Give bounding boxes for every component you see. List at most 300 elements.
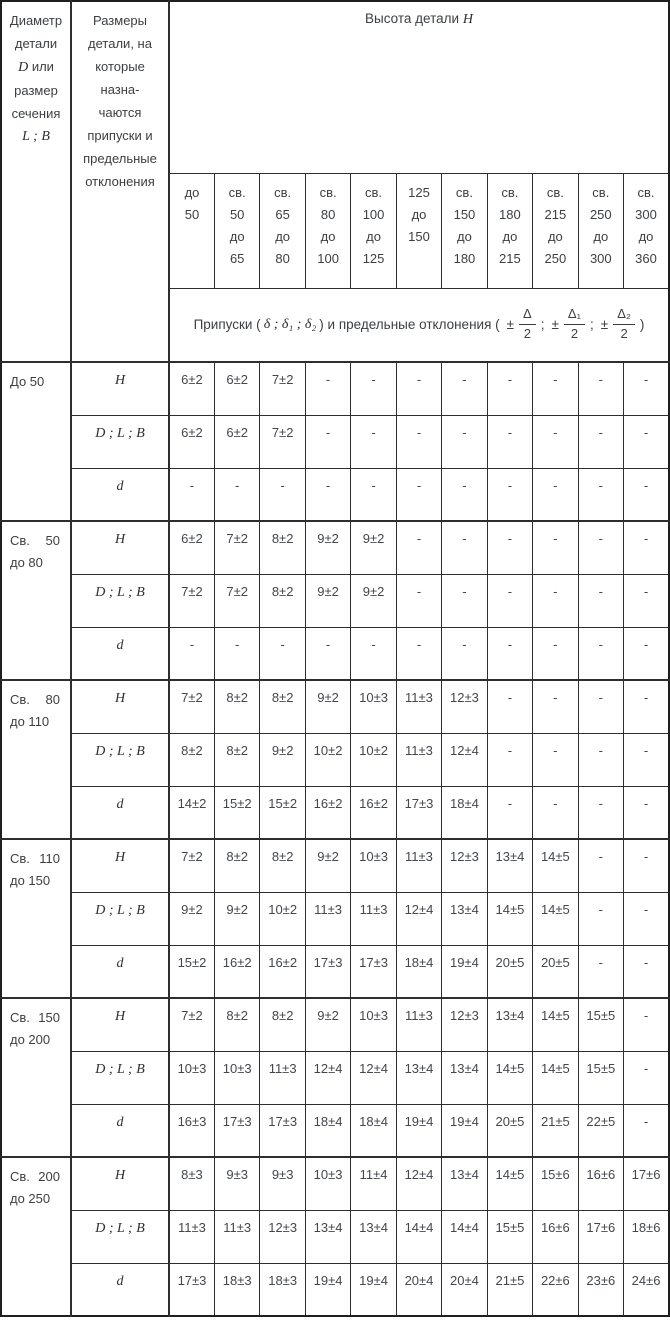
height-range-line: до [593,228,609,244]
value-cell: 12±4 [396,892,441,945]
value-cell: 9±2 [305,521,350,574]
value-cell: 22±5 [578,1104,623,1157]
height-header-text: Высота детали [365,11,460,26]
value-cell: 18±4 [442,786,487,839]
height-range-line: до [502,228,518,244]
value-cell: 8±2 [214,733,259,786]
value-cell: - [487,521,532,574]
diameter-header-line: Диаметр [9,13,63,28]
value-cell: 9±2 [305,839,350,892]
dimension-row-label: D ; L ; B [71,1210,169,1263]
height-range-header [351,173,396,288]
value-cell: - [169,468,214,521]
dimension-row-label: D ; L ; B [71,415,169,468]
height-range-line: до [275,228,291,244]
dimension-row-label: d [71,627,169,680]
value-cell: 9±2 [305,998,350,1051]
value-cell: 13±4 [305,1210,350,1263]
subtitle-text: ) и предельные отклонения ( [319,317,500,333]
value-cell: 8±2 [214,839,259,892]
dimension-row-label: d [71,945,169,998]
height-range-line: 300 [635,206,657,222]
dimension-row-label: H [71,680,169,733]
table-row [1,415,669,468]
value-cell: - [578,945,623,998]
table-row [1,1104,669,1157]
dimensions-header-line: предельные [83,151,157,166]
dimensions-header-line: чаются [98,105,142,120]
diameter-range-line1: До 50 [10,374,45,389]
value-cell: - [578,468,623,521]
value-cell: 8±2 [260,574,305,627]
value-cell: 12±4 [396,1157,441,1210]
value-cell: 11±3 [351,892,396,945]
value-cell: 14±5 [487,892,532,945]
value-cell: 19±4 [396,1104,441,1157]
value-cell: - [533,362,578,415]
height-range-line: 215 [499,250,521,266]
value-cell: - [624,786,669,839]
value-cell: - [305,415,350,468]
value-cell: 15±5 [578,1051,623,1104]
table-row [1,627,669,680]
value-cell: - [396,468,441,521]
value-cell: 10±3 [214,1051,259,1104]
value-cell: - [442,468,487,521]
value-cell: 8±2 [214,680,259,733]
diameter-range-line1: Св. 50 [10,533,60,548]
height-range-line: 180 [499,206,521,222]
fraction-delta [519,307,536,342]
value-cell: 12±3 [260,1210,305,1263]
dimensions-header-line: Размеры [92,13,148,28]
value-cell: - [442,574,487,627]
diameter-header-line: детали [14,36,58,51]
height-range-header [260,173,305,288]
value-cell: - [578,786,623,839]
value-cell: - [442,415,487,468]
value-cell: - [351,415,396,468]
value-cell: 14±5 [533,1051,578,1104]
value-cell: 8±2 [169,733,214,786]
value-cell: 11±3 [396,839,441,892]
value-cell: - [442,521,487,574]
value-cell: 9±2 [305,574,350,627]
value-cell: 16±2 [305,786,350,839]
value-cell: 15±2 [169,945,214,998]
value-cell: 14±5 [533,892,578,945]
value-cell: - [578,627,623,680]
separator: ; [540,317,545,333]
value-cell: 17±3 [214,1104,259,1157]
dimensions-header-line: которые [95,59,145,74]
value-cell: 10±2 [305,733,350,786]
allowances-subtitle [169,288,669,362]
value-cell: 11±4 [351,1157,396,1210]
dimensions-header-line: детали, на [88,36,152,51]
height-range-line: св. [546,184,564,200]
plus-minus: ± [551,317,559,333]
subtitle-text: ) [639,317,645,333]
value-cell: 23±6 [578,1263,623,1316]
value-cell: 15±2 [214,786,259,839]
value-cell: 6±2 [169,521,214,574]
value-cell: - [624,627,669,680]
value-cell: - [578,680,623,733]
dimension-row-label: H [71,362,169,415]
dimension-row-label: D ; L ; B [71,892,169,945]
height-range-line: 65 [229,250,245,266]
value-cell: 16±6 [578,1157,623,1210]
value-cell: - [624,468,669,521]
diameter-range-label [1,839,71,998]
fraction-denominator: 2 [523,326,531,342]
diameter-range-label [1,521,71,680]
value-cell: - [624,415,669,468]
dimension-row-label: H [71,839,169,892]
value-cell: 15±2 [260,786,305,839]
value-cell: 18±4 [305,1104,350,1157]
value-cell: - [260,468,305,521]
height-range-line: св. [592,184,610,200]
diameter-range-label [1,680,71,839]
value-cell: 11±3 [396,680,441,733]
value-cell: 9±2 [260,733,305,786]
value-cell: - [533,627,578,680]
value-cell: - [578,733,623,786]
value-cell: 8±2 [260,998,305,1051]
height-range-line: 360 [635,250,657,266]
value-cell: 9±3 [260,1157,305,1210]
value-cell: 11±3 [260,1051,305,1104]
height-range-line: до [184,184,200,200]
value-cell: - [214,627,259,680]
height-range-line: 125 [362,250,385,266]
value-cell: 10±2 [351,733,396,786]
value-cell: - [578,415,623,468]
height-range-line: до [638,228,654,244]
value-cell: 7±2 [169,839,214,892]
height-range-header [533,173,578,288]
dimension-row-label: H [71,998,169,1051]
value-cell: 17±3 [169,1263,214,1316]
height-range-line: св. [501,184,519,200]
value-cell: - [533,574,578,627]
value-cell: 18±4 [396,945,441,998]
value-cell: 20±5 [487,1104,532,1157]
value-cell: 17±3 [351,945,396,998]
diameter-range-line1: Св. 80 [10,692,60,707]
value-cell: - [578,839,623,892]
diameter-header-line: размер [14,83,58,98]
value-cell: 12±3 [442,839,487,892]
value-cell: - [305,627,350,680]
value-cell: 16±2 [214,945,259,998]
value-cell: 20±4 [396,1263,441,1316]
value-cell: - [487,786,532,839]
value-cell: 14±5 [487,1157,532,1210]
height-range-line: 50 [184,206,200,222]
height-range-line: 100 [362,206,385,222]
height-range-line: 250 [544,250,567,266]
diameter-header [1,1,71,362]
height-range-header [487,173,532,288]
value-cell: - [487,733,532,786]
dimension-row-label: d [71,786,169,839]
value-cell: - [578,574,623,627]
value-cell: 7±2 [214,521,259,574]
fraction-delta1 [564,307,585,342]
table-row [1,574,669,627]
var-LB: L ; B [22,129,50,144]
value-cell: 10±3 [305,1157,350,1210]
value-cell: 10±3 [351,680,396,733]
value-cell: 17±3 [305,945,350,998]
diameter-range-line1: Св. 200 [10,1169,60,1184]
value-cell: 13±4 [351,1210,396,1263]
dimension-row-label: d [71,1263,169,1316]
value-cell: 15±5 [487,1210,532,1263]
table-row [1,1263,669,1316]
value-cell: - [578,892,623,945]
plus-minus: ± [506,317,515,333]
value-cell: 9±2 [169,892,214,945]
value-cell: 18±3 [214,1263,259,1316]
value-cell: 9±3 [214,1157,259,1210]
value-cell: 16±6 [533,1210,578,1263]
value-cell: 11±3 [396,998,441,1051]
height-range-header [578,173,623,288]
height-range-line: св. [455,184,473,200]
value-cell: - [351,362,396,415]
value-cell: 11±3 [396,733,441,786]
value-cell: - [396,362,441,415]
value-cell: 16±2 [260,945,305,998]
diameter-header-line: сечения [11,106,61,121]
var-H: H [462,12,473,27]
height-range-line: 50 [229,206,245,222]
value-cell: 11±3 [169,1210,214,1263]
value-cell: 10±2 [260,892,305,945]
value-cell: - [624,892,669,945]
value-cell: - [487,362,532,415]
value-cell: 7±2 [169,998,214,1051]
value-cell: - [487,574,532,627]
height-range-line: св. [319,184,337,200]
height-range-line: св. [274,184,292,200]
value-cell: - [396,627,441,680]
value-cell: 10±3 [351,839,396,892]
value-cell: 8±2 [260,839,305,892]
value-cell: 20±5 [533,945,578,998]
value-cell: 7±2 [214,574,259,627]
height-range-line: 65 [275,206,290,222]
value-cell: - [533,733,578,786]
value-cell: 9±2 [214,892,259,945]
table-row [1,998,669,1051]
value-cell: 17±6 [578,1210,623,1263]
table-row [1,680,669,733]
height-range-line: до [411,206,427,222]
value-cell: 12±4 [442,733,487,786]
value-cell: 18±4 [351,1104,396,1157]
table-row [1,1157,669,1210]
value-cell: - [624,1051,669,1104]
value-cell: - [624,733,669,786]
value-cell: - [169,627,214,680]
height-range-line: 80 [275,250,290,266]
height-range-line: 150 [408,228,430,244]
value-cell: - [624,362,669,415]
dimension-row-label: H [71,1157,169,1210]
height-range-header [169,173,214,288]
value-cell: 8±2 [214,998,259,1051]
height-range-line: 250 [589,206,612,222]
value-cell: 10±3 [169,1051,214,1104]
value-cell: - [624,945,669,998]
value-cell: - [533,680,578,733]
value-cell: 14±5 [533,998,578,1051]
value-cell: - [487,415,532,468]
diameter-header-line [2,55,70,79]
value-cell: 7±2 [260,415,305,468]
height-range-header [305,173,350,288]
diameter-range-label [1,362,71,521]
value-cell: 24±6 [624,1263,669,1316]
value-cell: - [578,362,623,415]
value-cell: 7±2 [260,362,305,415]
height-range-header [624,173,669,288]
value-cell: - [624,1104,669,1157]
height-range-line: до [320,228,336,244]
value-cell: - [396,574,441,627]
value-cell: 7±2 [169,680,214,733]
value-cell: 6±2 [214,415,259,468]
value-cell: - [533,468,578,521]
value-cell: 19±4 [305,1263,350,1316]
table-row [1,362,669,415]
value-cell: - [624,574,669,627]
value-cell: - [305,468,350,521]
diameter-range-line1: Св. 110 [10,851,60,866]
subtitle-text: Припуски ( [193,317,261,333]
value-cell: - [442,362,487,415]
value-cell: 14±2 [169,786,214,839]
value-cell: - [624,998,669,1051]
diameter-range-label [1,998,71,1157]
value-cell: 7±2 [169,574,214,627]
value-cell: 17±3 [396,786,441,839]
value-cell: - [487,468,532,521]
value-cell: - [624,521,669,574]
value-cell: - [624,839,669,892]
value-cell: 9±2 [305,680,350,733]
value-cell: 13±4 [487,998,532,1051]
height-range-line: 300 [589,250,612,266]
fraction-numerator: Δ₁ [564,307,585,325]
value-cell: 12±4 [351,1051,396,1104]
value-cell: 6±2 [169,415,214,468]
value-cell: - [351,627,396,680]
value-cell: 14±4 [442,1210,487,1263]
table-row [1,468,669,521]
plus-minus: ± [600,317,609,333]
diameter-range-line2: до 250 [10,1191,51,1206]
value-cell: - [260,627,305,680]
height-range-header [214,173,259,288]
value-cell: 19±4 [351,1263,396,1316]
value-cell: 21±5 [533,1104,578,1157]
value-cell: 19±4 [442,945,487,998]
value-cell: 11±3 [214,1210,259,1263]
value-cell: - [396,521,441,574]
height-range-line: св. [228,184,246,200]
value-cell: 15±5 [578,998,623,1051]
value-cell: 21±5 [487,1263,532,1316]
value-cell: 20±4 [442,1263,487,1316]
height-range-line: св. [365,184,383,200]
value-cell: 12±4 [305,1051,350,1104]
value-cell: - [487,627,532,680]
table-row [1,733,669,786]
value-cell: 9±2 [351,574,396,627]
dimensions-header-line: припуски и [87,128,153,143]
value-cell: 10±3 [351,998,396,1051]
fraction-numerator: Δ [519,307,536,325]
fraction-delta2 [613,307,635,342]
diameter-range-line1: Св. 150 [10,1010,60,1025]
diameter-range-line2: до 150 [10,873,51,888]
value-cell: 6±2 [214,362,259,415]
height-range-line: 80 [320,206,336,222]
value-cell: - [214,468,259,521]
fraction-numerator: Δ₂ [613,307,635,325]
height-header [169,1,669,173]
value-cell: 13±4 [396,1051,441,1104]
diameter-range-label [1,1157,71,1316]
height-range-header [396,173,441,288]
value-cell: - [305,362,350,415]
value-cell: 12±3 [442,998,487,1051]
value-cell: 8±2 [260,521,305,574]
dimensions-header [71,1,169,362]
value-cell: 18±3 [260,1263,305,1316]
dimensions-header-line: назна- [100,82,140,97]
fraction-denominator: 2 [570,326,579,342]
table-row [1,945,669,998]
value-cell: 14±5 [487,1051,532,1104]
height-range-line: до [547,228,563,244]
value-cell: 14±5 [533,839,578,892]
value-cell: 6±2 [169,362,214,415]
value-cell: 12±3 [442,680,487,733]
value-cell: - [442,627,487,680]
dimension-row-label: D ; L ; B [71,1051,169,1104]
diameter-header-text: или [31,59,54,74]
table-row [1,1210,669,1263]
value-cell: - [351,468,396,521]
value-cell: - [396,415,441,468]
value-cell: - [487,680,532,733]
dimensions-header-line: отклонения [85,174,155,189]
height-range-line: 100 [317,250,339,266]
fraction-denominator: 2 [620,326,628,342]
value-cell: 13±4 [442,1051,487,1104]
table-row [1,892,669,945]
value-cell: 8±3 [169,1157,214,1210]
value-cell: 13±4 [442,1157,487,1210]
var-D: D [18,60,29,75]
